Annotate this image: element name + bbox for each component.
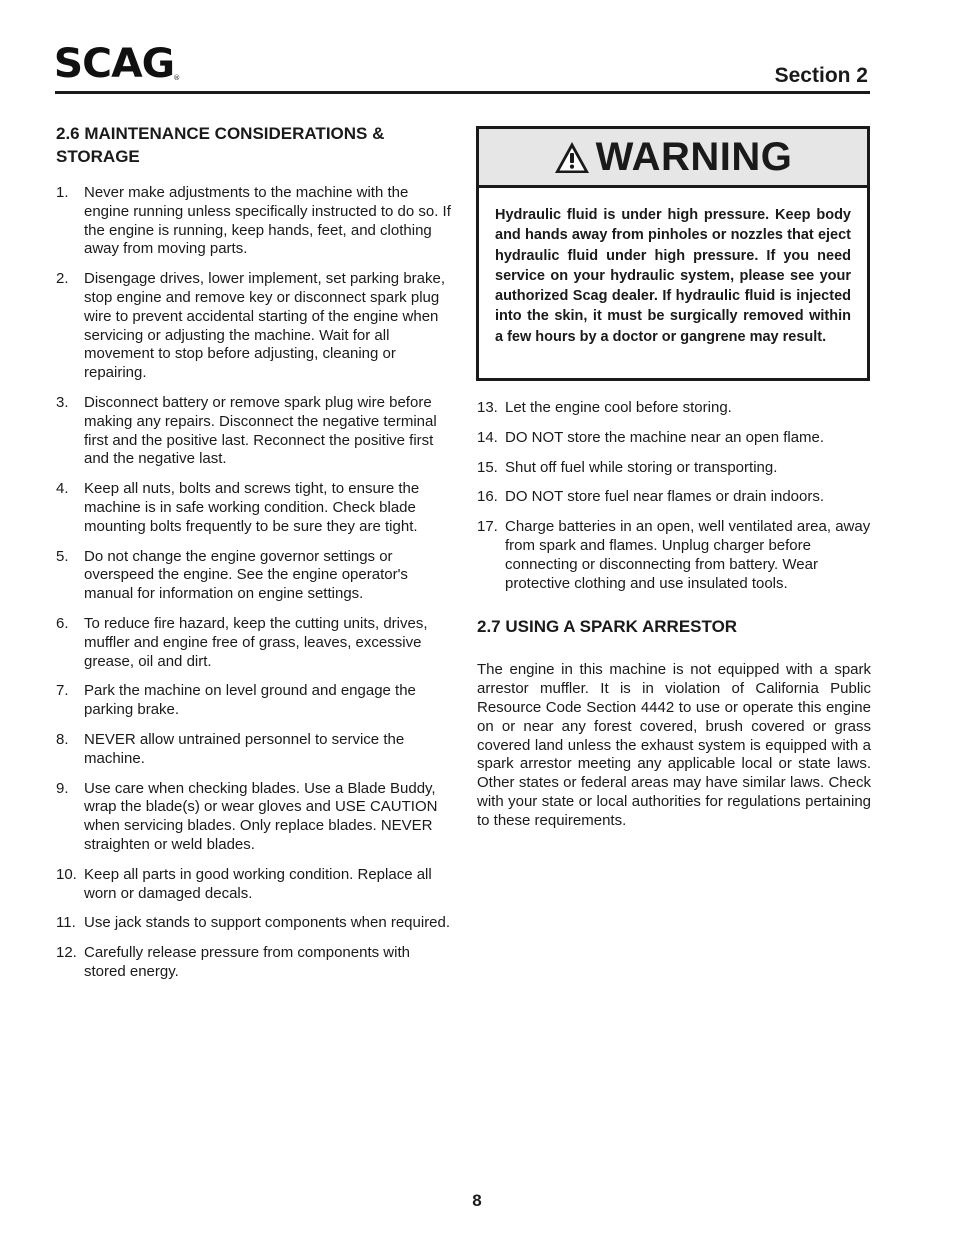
spark-arrestor-heading: 2.7 USING A SPARK ARRESTOR [477,617,738,637]
list-item [56,270,452,383]
list-item-text: Keep all nuts, bolts and screws tight, to ensure the machine is in safe working condition. Check blade mounting bolts frequently to be sure they are tight. [84,480,420,535]
spark-arrestor-paragraph: The engine in this machine is not equipped with a spark arrestor muffler. It is in violation of California Public Resource Code Section 4442 to use or operate this engine on or near any forest covered, brush covered or grass covered land unless the exhaust system is equipped with a spark arrestor meeting any applicable local or state laws. Other states or federal areas may have similar laws. Check with your state or local authorities for regulations pertaining to these requirements. [477,661,871,829]
list-item [477,488,871,507]
maintenance-heading-line1: 2.6 MAINTENANCE CONSIDERATIONS & [56,124,385,143]
logo-text: SCAG [53,41,175,87]
list-item [56,944,452,982]
list-item-text: NEVER allow untrained personnel to service the machine. [84,730,405,767]
scag-logo [53,41,181,87]
list-item-number: 13. [477,399,498,416]
list-item-text: Never make adjustments to the machine with the engine running unless specifically instructed to do so. If the engine is running, keep hands, feet, and clothing away from moving parts. [84,184,451,258]
list-item [56,780,452,855]
warning-title: WARNING [595,135,793,179]
warning-triangle-icon [554,141,590,174]
list-item-text: Park the machine on level ground and engage the parking brake. [84,682,416,719]
list-item-number: 4. [56,480,69,498]
maintenance-list [56,184,452,982]
list-item [477,518,871,593]
list-item-number: 11. [56,914,76,932]
list-item [56,480,452,536]
maintenance-heading [56,122,452,168]
list-item [56,866,452,904]
list-item-text: Keep all parts in good working condition. Replace all worn or damaged decals. [84,865,432,902]
page-number: 8 [472,1191,482,1210]
list-item-number: 8. [56,730,69,748]
list-item [56,394,452,469]
list-item-number: 10. [56,865,77,883]
list-item-number: 15. [477,458,498,476]
list-item-number: 5. [56,547,69,565]
list-item-text: Shut off fuel while storing or transporting. [505,458,778,476]
list-item [477,429,871,448]
list-item-number: 12. [56,944,77,962]
list-item-number: 16. [477,488,498,506]
list-item [56,615,452,671]
list-item-text: DO NOT store fuel near flames or drain indoors. [505,488,825,506]
list-item [477,459,871,478]
list-item-text: DO NOT store the machine near an open flame. [505,428,825,446]
list-item-text: Use care when checking blades. Use a Blade Buddy, wrap the blade(s) or wear gloves and USE CAUTION when servicing blades. Only replace blades. NEVER straighten or weld blades. [84,779,438,853]
list-item-text: Carefully release pressure from components with stored energy. [84,944,410,980]
left-column [56,122,452,993]
list-item-text: Disengage drives, lower implement, set parking brake, stop engine and remove key or disconnect spark plug wire to prevent accidental starting of the engine when servicing or adjusting the machine. Wait for all movement to stop before adjusting, cleaning or repairing. [84,270,446,382]
maintenance-list-continued [477,399,871,593]
right-column [477,399,871,831]
list-item-text: Charge batteries in an open, well ventilated area, away from spark and flames. Unplug charger before connecting or disconnecting from battery. Wear protective clothing and use insulated tools. [505,518,871,592]
list-item-text: Use jack stands to support components when required. [84,914,451,932]
list-item [56,914,452,933]
list-item [56,731,452,769]
warning-box [476,126,870,381]
list-item [56,548,452,604]
warning-text: Hydraulic fluid is under high pressure. Keep body and hands away from pinholes or nozzles that eject hydraulic fluid under high pressure. If you need service on your hydraulic system, please see your authorized Scag dealer. If hydraulic fluid is injected into the skin, it must be surgically removed within a few hours by a doctor or gangrene may result. [495,207,851,345]
list-item-text: To reduce fire hazard, keep the cutting units, drives, muffler and engine free of grass, leaves, excessive grease, oil and dirt. [84,614,428,670]
list-item-number: 1. [56,184,69,201]
list-item-number: 9. [56,779,69,797]
list-item-number: 14. [477,428,498,446]
list-item-number: 17. [477,518,498,536]
list-item [56,184,452,259]
maintenance-heading-line2: STORAGE [56,147,140,166]
header-rule [55,91,870,94]
warning-header [479,129,867,188]
list-item-text: Disconnect battery or remove spark plug wire before making any repairs. Disconnect the negative terminal first and the positive last. Reconnect the positive first and the negative last. [84,393,437,468]
list-item-number: 7. [56,682,69,700]
list-item-number: 6. [56,614,69,632]
section-title: Section 2 [774,64,868,87]
registered-mark: ® [173,74,181,82]
list-item [56,682,452,720]
list-item [477,399,871,418]
list-item-number: 3. [56,393,69,411]
list-item-text: Let the engine cool before storing. [505,399,732,416]
list-item-number: 2. [56,270,69,288]
list-item-text: Do not change the engine governor settings or overspeed the engine. See the engine operator's manual for information on engine settings. [84,547,408,603]
